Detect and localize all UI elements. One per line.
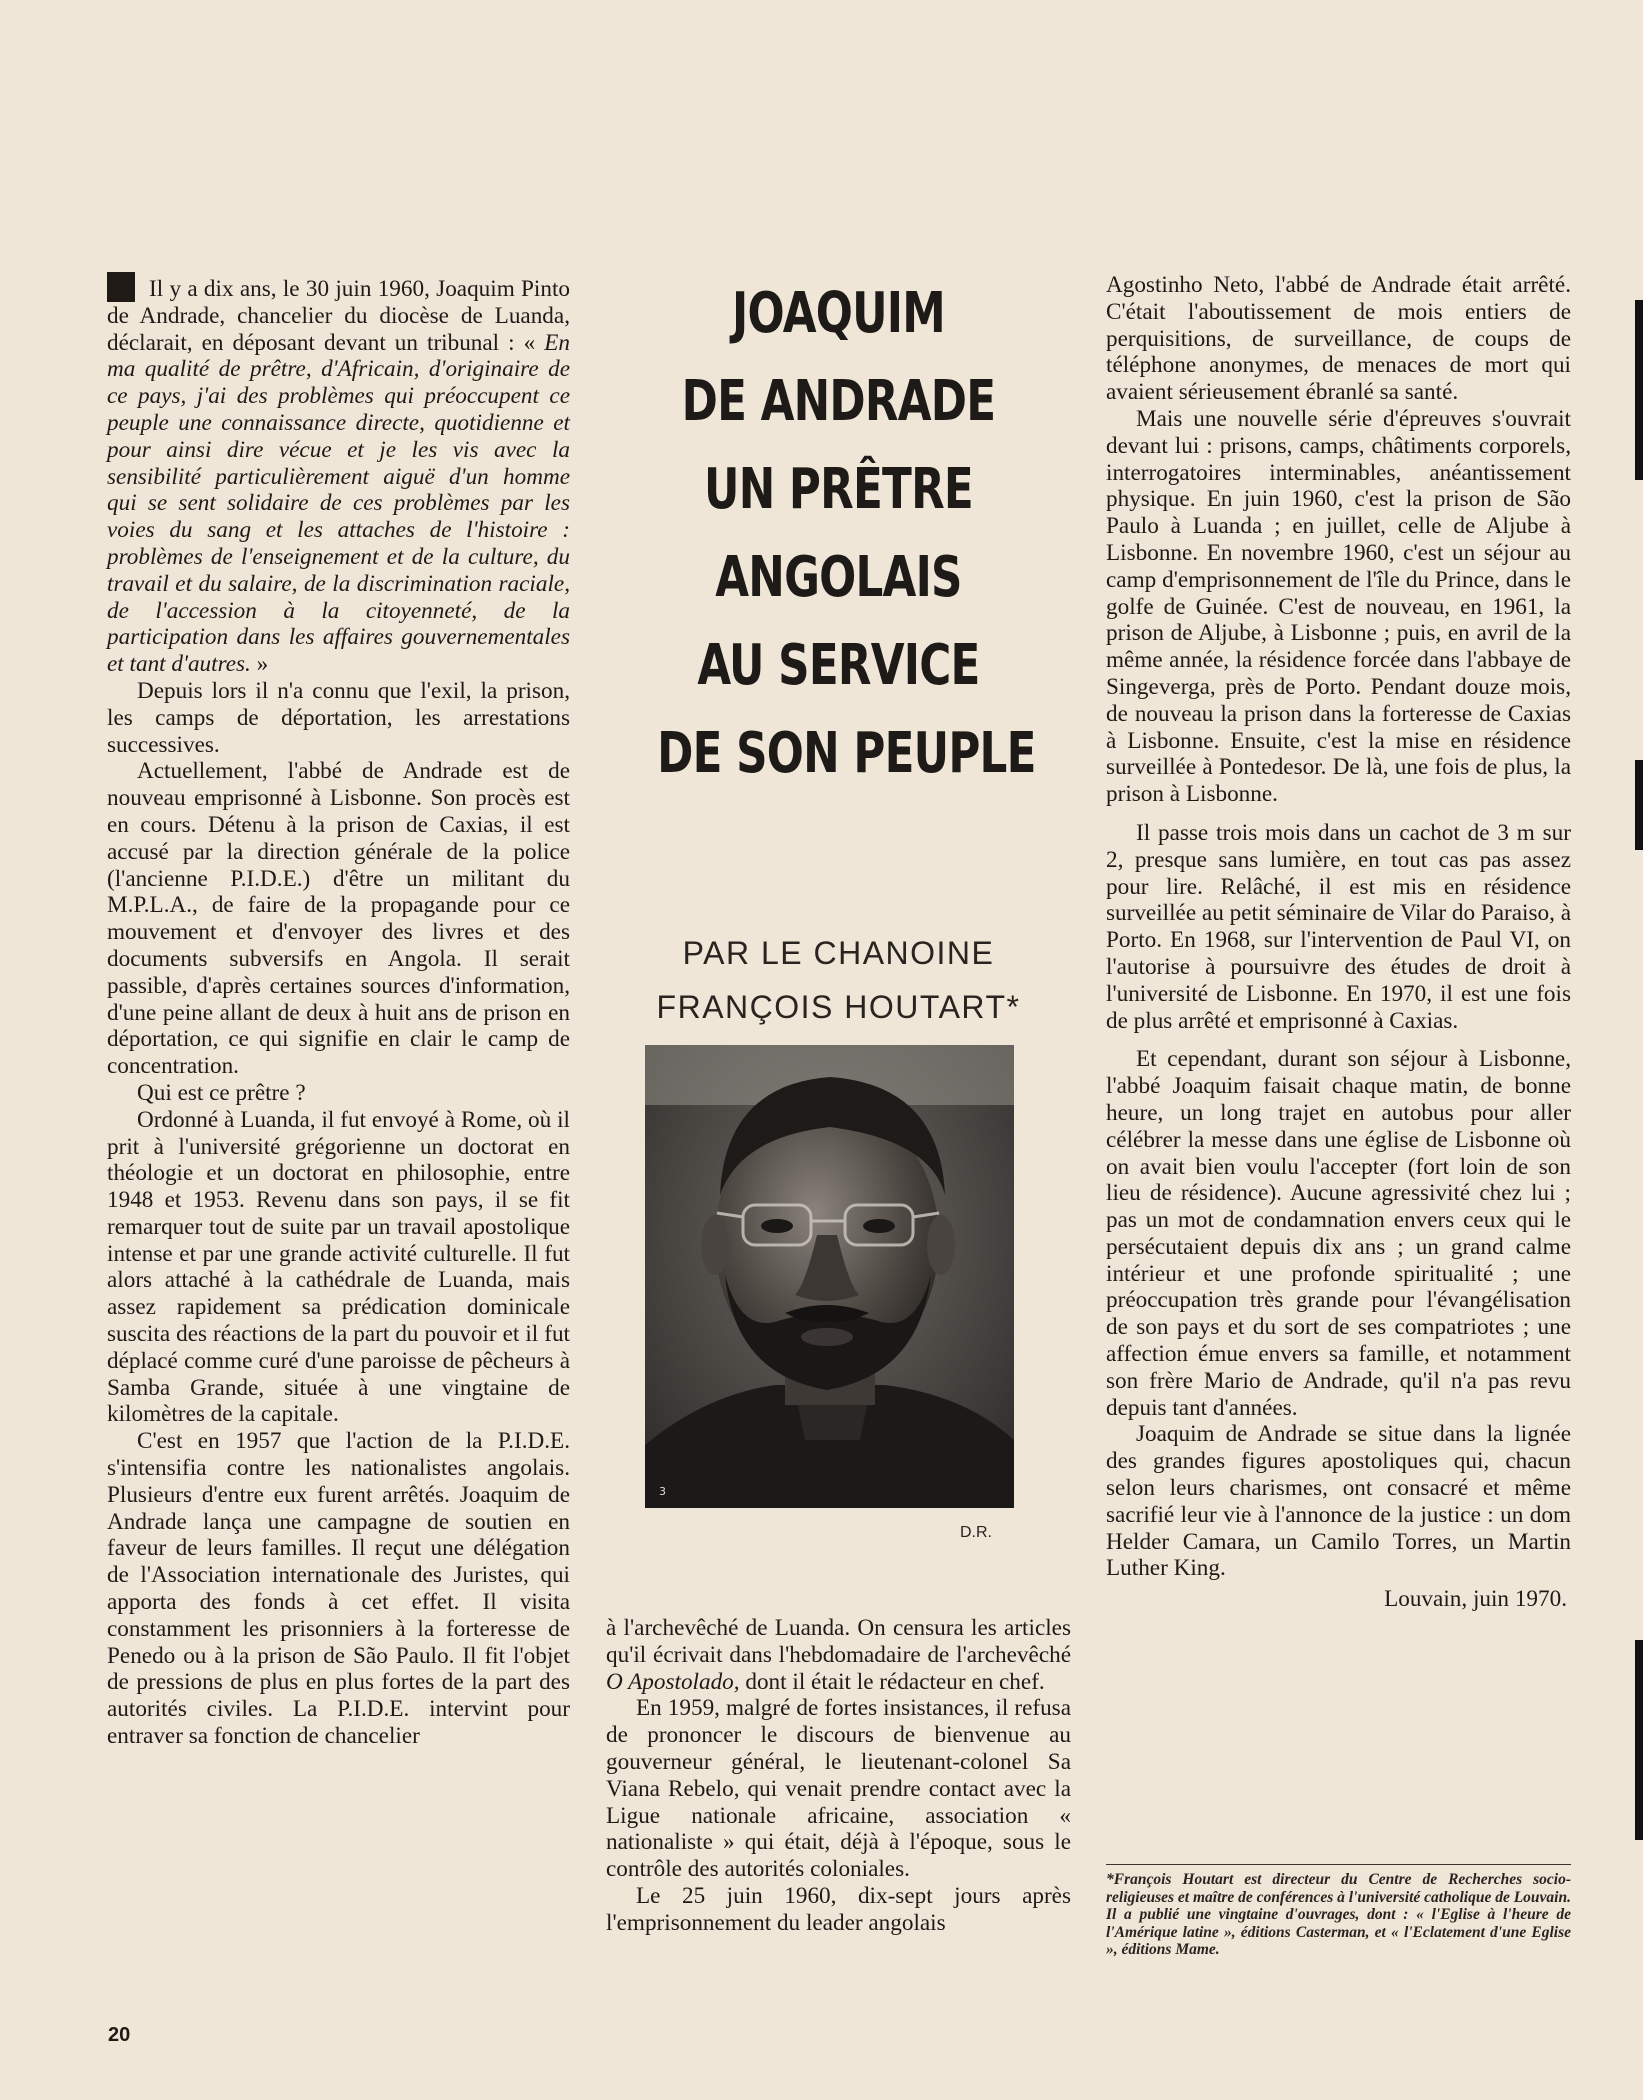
paragraph: Le 25 juin 1960, dix-sept jours après l'emprisonnement du leader angolais xyxy=(606,1882,1071,1936)
page-edge-shadow xyxy=(1635,760,1643,850)
signoff: Louvain, juin 1970. xyxy=(1384,1586,1567,1613)
author-footnote: *François Houtart est directeur du Centre de Recherches socio-religieuses et maître de conférences à l'université catholique de Louvain. Il a publié une vingtaine d'ouvrages, dont : « l'Eglise à l'heure de l'Amérique latine », éditions Casterman, et « l'Eclatement d'une Eglise », éditions Mame. xyxy=(1106,1864,1571,1959)
byline-line: PAR LE CHANOINE xyxy=(682,935,995,971)
text-span: dont il était le rédacteur en chef. xyxy=(739,1668,1045,1695)
article-headline xyxy=(657,270,1036,798)
paragraph: Mais une nouvelle série d'épreuves s'ouvrait devant lui : prisons, camps, châtiments corporels, interrogatoires interminables, anéantissement physique. En juin 1960, c'est la prison de São Paulo à Luanda ; en juillet, celle de Aljube à Lisbonne. En novembre 1960, c'est un séjour au camp d'emprisonnement de l'île du Prince, dans le golfe de Guinée. C'est de nouveau, en 1961, la prison de Aljube, à Lisbonne ; puis, en avril de la même année, la résidence forcée dans l'abbaye de Singeverga, près de Porto. Pendant douze mois, de nouveau la prison dans la forteresse de Caxias à Lisbonne. Ensuite, c'est la mise en résidence surveillée à Pontedesor. De là, une fois de plus, la prison à Lisbonne. xyxy=(1106,405,1571,808)
paragraph: Ordonné à Luanda, il fut envoyé à Rome, où il prit à l'université grégorienne un doctorat en théologie et un doctorat en philosophie, entre 1948 et 1953. Revenu dans son pays, il se fit remarquer tout de suite par un travail apostolique intense et par une grande activité culturelle. Il fut alors attaché à la cathédrale de Luanda, mais assez rapidement sa prédication dominicale suscita des réactions de la part du pouvoir et il fut déplacé comme curé d'une paroisse de pêcheurs à Samba Grande, située à une vingtaine de kilomètres de la capitale. xyxy=(107,1106,570,1428)
middle-column xyxy=(606,1615,1071,1937)
paragraph: Depuis lors il n'a connu que l'exil, la prison, les camps de déportation, les arrestations successives. xyxy=(107,677,570,758)
page-edge-shadow xyxy=(1635,1640,1643,1840)
paragraph: Il passe trois mois dans un cachot de 3 m sur 2, presque sans lumière, en tout cas pas assez pour lire. Relâché, il est mis en résidence surveillée au petit séminaire de Vilar do Paraiso, à Porto. En 1968, sur l'intervention de Paul VI, on l'autorise à poursuivre des études de droit à l'université de Lisbonne. En 1970, il est une fois de plus arrêté et emprisonné à Caxias. xyxy=(1106,819,1571,1034)
page-number: 20 xyxy=(108,2024,131,2046)
page-edge-shadow xyxy=(1635,300,1643,480)
headline-line: JOAQUIM xyxy=(732,281,945,346)
left-column xyxy=(107,272,570,1750)
paragraph: Qui est ce prêtre ? xyxy=(137,1079,306,1106)
paragraph: En 1959, malgré de fortes insistances, il refusa de prononcer le discours de bienvenue au gouverneur général, le lieutenant-colonel Sa Viana Rebelo, qui venait prendre contact avec la Ligue nationale africaine, association « nationaliste » qui était, déjà à l'époque, sous le contrôle des autorités coloniales. xyxy=(606,1695,1071,1883)
headline-line: ANGOLAIS xyxy=(715,545,962,610)
drop-square-icon xyxy=(107,272,135,302)
headline-line: DE ANDRADE xyxy=(681,369,996,434)
paragraph xyxy=(606,1615,1071,1695)
portrait-photo xyxy=(645,1045,1014,1508)
right-column xyxy=(1106,272,1571,1613)
paragraph: Agostinho Neto, l'abbé de Andrade était arrêté. C'était l'aboutissement de mois entiers de perquisitions, de surveillance, de coups de téléphone anonymes, de menaces de mort qui avaient sérieusement ébranlé sa santé. xyxy=(1106,272,1571,406)
headline-line: AU SERVICE xyxy=(697,633,980,698)
paragraph: C'est en 1957 que l'action de la P.I.D.E. s'intensifia contre les nationalistes angolais. Plusieurs d'entre eux furent arrêtés. Joaquim de Andrade lança une campagne de soutien en faveur de leurs familles. Il reçut une délégation de l'Association internationale des Juristes, qui apporta des fonds à cet effet. Il visita constamment les prisonniers à la forteresse de Penedo ou à la prison de São Paulo. Il fit l'objet de pressions de plus en plus fortes de la part des autorités civiles. La P.I.D.E. intervint pour entraver sa fonction de chancelier xyxy=(107,1428,570,1750)
intro-quote: En ma qualité de prêtre, d'Africain, d'originaire de ce pays, j'ai des problèmes qui préoccupent ce peuple une connaissance directe, quotidienne et pour ainsi dire vécue et je les vis avec la sensibilité particulièrement aiguë d'un homme qui se sent solidaire de ces problèmes par les voies du sang et les attaches de l'histoire : problèmes de l'enseignement et de la culture, du travail et du salaire, de la discrimination raciale, de l'accession à la citoyenneté, de la participation dans les affaires gouvernementales et tant d'autres. xyxy=(107,329,570,678)
paragraph: Actuellement, l'abbé de Andrade est de nouveau emprisonné à Lisbonne. Son procès est en cours. Détenu à la prison de Caxias, il est accusé par la direction générale de la police (l'ancienne P.I.D.E.) d'être un militant du M.P.L.A., de faire de la propagande pour ce mouvement et d'envoyer des livres et des documents subversifs en Angola. Il serait passible, d'après certaines sources d'information, d'une peine allant de deux à huit ans de prison en déportation, ce qui signifie en clair le camp de concentration. xyxy=(107,758,570,1080)
portrait-illustration xyxy=(645,1045,1014,1508)
photo-credit: D.R. xyxy=(960,1524,992,1541)
svg-text:3: 3 xyxy=(659,1485,666,1498)
text-span: à l'archevêché de Luanda. On censura les articles qu'il écrivait dans l'hebdomadaire de l'archevêché xyxy=(606,1615,1071,1668)
publication-title: O Apostolado, xyxy=(606,1668,740,1695)
paragraph: Et cependant, durant son séjour à Lisbonne, l'abbé Joaquim faisait chaque matin, de bonne heure, un long trajet en autobus pour aller célébrer la messe dans une église de Lisbonne où on avait bien voulu l'accepter (fort loin de son lieu de résidence). Aucune agressivité chez lui ; pas un mot de condamnation envers ceux qui le persécutaient depuis dix ans ; un grand calme intérieur et une profonde spiritualité ; une préoccupation très grande pour l'évangélisation de son pays et du sort de ses compatriotes ; une affection émue envers sa famille, et notamment son frère Mario de Andrade, qu'il n'a pas revu depuis tant d'années. xyxy=(1106,1046,1571,1421)
byline xyxy=(606,926,1071,1034)
headline-line: DE SON PEUPLE xyxy=(657,721,1036,786)
paragraph: Joaquim de Andrade se situe dans la lignée des grandes figures apostoliques qui, chacun selon leurs charismes, ont consacré et même sacrifié leur vie à l'annonce de la justice : un dom Helder Camara, un Camilo Torres, un Martin Luther King. xyxy=(1106,1421,1571,1582)
intro-quote-close: » xyxy=(250,651,269,678)
paragraph-intro xyxy=(107,272,570,678)
headline-line: UN PRÊTRE xyxy=(704,457,973,522)
intro-text: Il y a dix ans, le 30 juin 1960, Joaquim Pinto de Andrade, chancelier du diocèse de Luanda, déclarait, en déposant devant un tribunal : « xyxy=(107,276,570,356)
byline-line: FRANÇOIS HOUTART* xyxy=(656,989,1021,1025)
